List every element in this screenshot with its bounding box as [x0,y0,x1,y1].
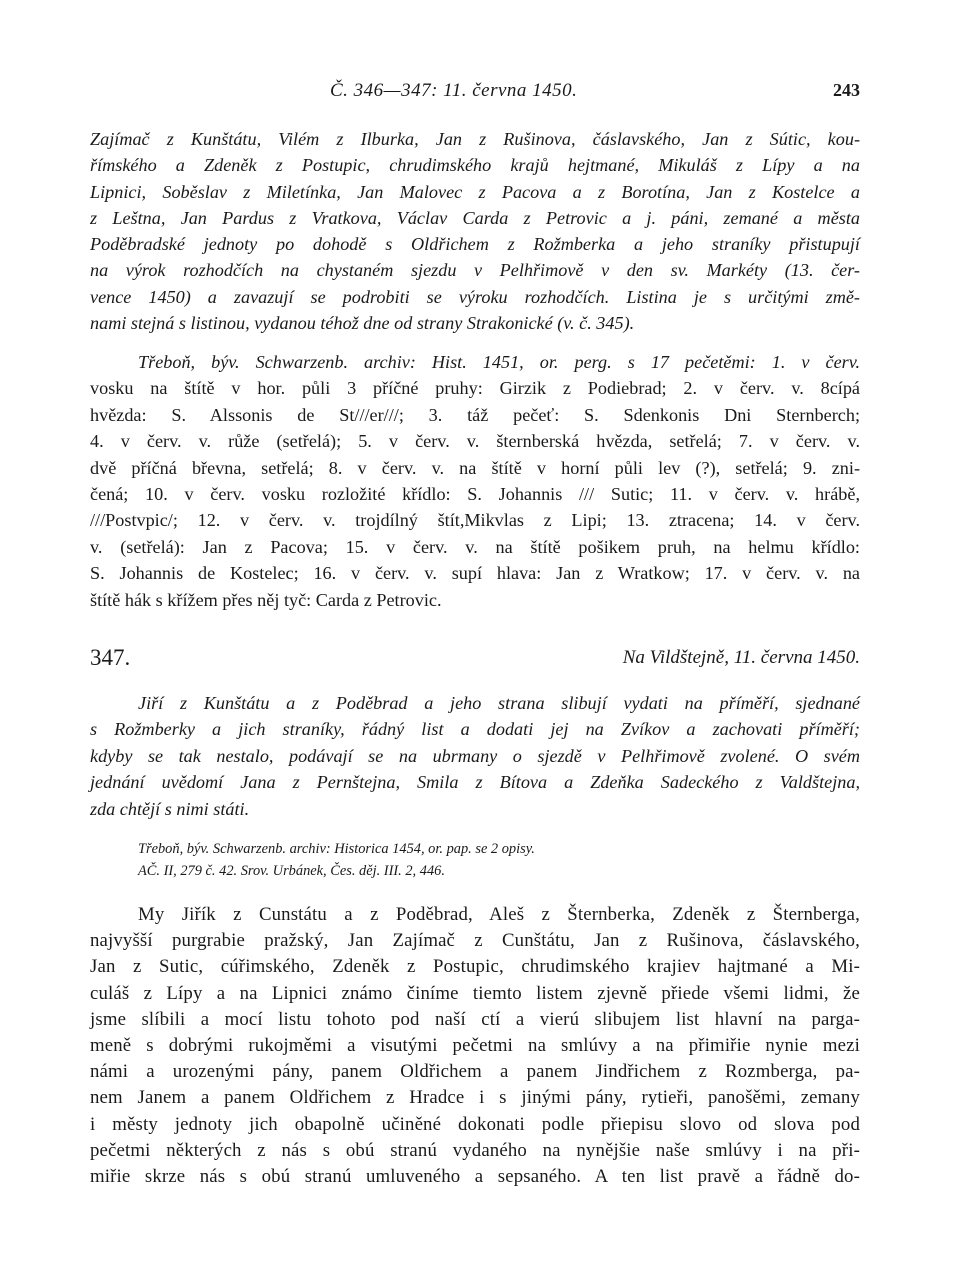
document-number: 347. [90,645,131,670]
regest-line: vence 1450) a zavazují se podrobiti se výroku rozhodčích. Listina je s určitými změ- [90,286,860,307]
regest-line: nami stejná s listinou, vydanou téhož dne od strany Strakonické (v. č. 345). [90,313,635,334]
regest-line: na výrok rozhodčích na chystaném sjezdu v Pelhřimově v den sv. Markéty (13. čer- [90,260,860,281]
text-line: i městy jednoty jich obapolně učiněné dokonati podle přiepisu slovo od slova pod [90,1113,860,1135]
text-line: meně s dobrými rukojměmi a visutými pečetmi na smlúvy a na přimiřie nynie mezi [90,1035,860,1057]
source-line: štítě hák s křížem přes něj tyč: Carda z Petrovic. [90,589,442,610]
text-line: Jan z Sutic, cúřimského, Zdeněk z Postupic, chrudimského krajiev hajtmané a Mi- [90,956,860,978]
text-line: námi a urozenými pány, panem Oldřichem a panem Jindřichem z Rozmberga, pa- [90,1061,860,1083]
source-line: AČ. II, 279 č. 42. Srov. Urbánek, Čes. děj. III. 2, 446. [138,863,445,879]
source-note-347 [90,838,860,882]
regest-line: Poděbradské jednoty po dohodě s Oldřichem z Rožmberka a jeho straníky přistupují [90,234,860,255]
text-line: My Jiřík z Cunstátu a z Poděbrad, Aleš z Šternberka, Zdeněk z Šternberga, [138,904,860,925]
source-note-346 [90,349,860,613]
regest-line: s Rožmberky a jich straníky, řádný list a dodati jej na Zvíkov a zachovati příměří; [90,719,860,740]
source-line: dvě příčná břevna, setřelá; 8. v červ. v. na štítě v horní půli lev (?), setřelá; 9. zni- [90,457,860,478]
regest-line: z Leštna, Jan Pardus z Vratkova, Václav Carda z Petrovic a j. páni, zemané a města [90,207,860,228]
regest-346 [90,126,860,336]
document-place-date: Na Vildštejně, 11. června 1450. [622,647,860,668]
text-line: najvyšší purgrabie pražský, Jan Zajímač z Cunštátu, Jan z Rušinova, čáslavského, [90,930,860,952]
document-text-347 [90,902,860,1190]
source-line: 4. v červ. v. růže (setřelá); 5. v červ. v. šternberská hvězda, setřelá; 7. v červ. v. [90,431,860,452]
regest-line: Zajímač z Kunštátu, Vilém z Ilburka, Jan z Rušinova, čáslavského, Jan z Sútic, kou- [90,129,860,149]
text-line: miřie skrze nás s obú stranú umluveného a sepsaného. A ten list pravě a řádně do- [90,1166,860,1188]
regest-line: jednání uvědomí Jana z Pernštejna, Smila z Bítova a Zdeňka Sadeckého z Valdštejna, [90,772,860,793]
regest-line: Jiří z Kunštátu a z Poděbrad a jeho strana slibují vydati na příměří, sjednané [138,693,860,713]
text-line: pečetmi některých z nás s obú stranú vydaného na nynějšie naše smlúvy i na při- [90,1139,860,1161]
regest-line: kdyby se tak nestalo, podávají se na ubrmany o sjezdě v Pelhřimově zvolené. O svém [90,745,860,766]
document-heading-347 [90,645,860,675]
running-title: Č. 346—347: 11. června 1450. [330,80,578,101]
source-line: Třeboň, býv. Schwarzenb. archiv: Historica 1454, or. pap. se 2 opisy. [138,841,535,857]
source-line: čená; 10. v červ. vosku rozložité křídlo: S. Johannis /// Sutic; 11. v červ. v. hrábě, [90,484,860,505]
regest-line: zda chtějí s nimi státi. [90,798,250,819]
regest-line: římského a Zdeněk z Postupic, chrudimského krajů hejtmané, Mikuláš z Lípy a na [90,155,860,176]
source-line: Třeboň, býv. Schwarzenb. archiv: Hist. 1451, or. perg. s 17 pečetěmi: 1. v červ. [138,352,860,372]
page-header [90,80,860,110]
text-line: culáš z Lípy a na Lipnici známo činíme tiemto listem zjevně přiede všemi lidmi, že [90,982,860,1004]
source-line: vosku na štítě v hor. půli 3 příčné pruhy: Girzik z Podiebrad; 2. v červ. v. 8cípá [90,378,860,399]
source-line: S. Johannis de Kostelec; 16. v červ. v. supí hlava: Jan z Wratkow; 17. v červ. v. na [90,563,860,584]
page-number: 243 [833,80,860,100]
text-line: jsme slíbili a mocí listu tohoto pod naší ctí a vierú slibujem list hlavní na parga- [90,1008,860,1030]
regest-347 [90,690,860,822]
text-line: nem Janem a panem Oldřichem z Hradce i s jinými pány, rytieři, panošěmi, zemany [90,1087,860,1109]
source-line: hvězda: S. Alssonis de St///er///; 3. táž pečeť: S. Sdenkonis Dni Sternberch; [90,404,860,425]
regest-line: Lipnici, Soběslav z Miletínka, Jan Malovec z Pacova a z Borotína, Jan z Kostelce a [90,181,860,202]
source-line: v. (setřelá): Jan z Pacova; 15. v červ. v. na štítě pošikem pruh, na helmu křídlo: [90,536,860,557]
source-line: ///Postvpic/; 12. v červ. v. trojdílný štít,Mikvlas z Lipi; 13. ztracena; 14. v červ. [90,510,860,531]
